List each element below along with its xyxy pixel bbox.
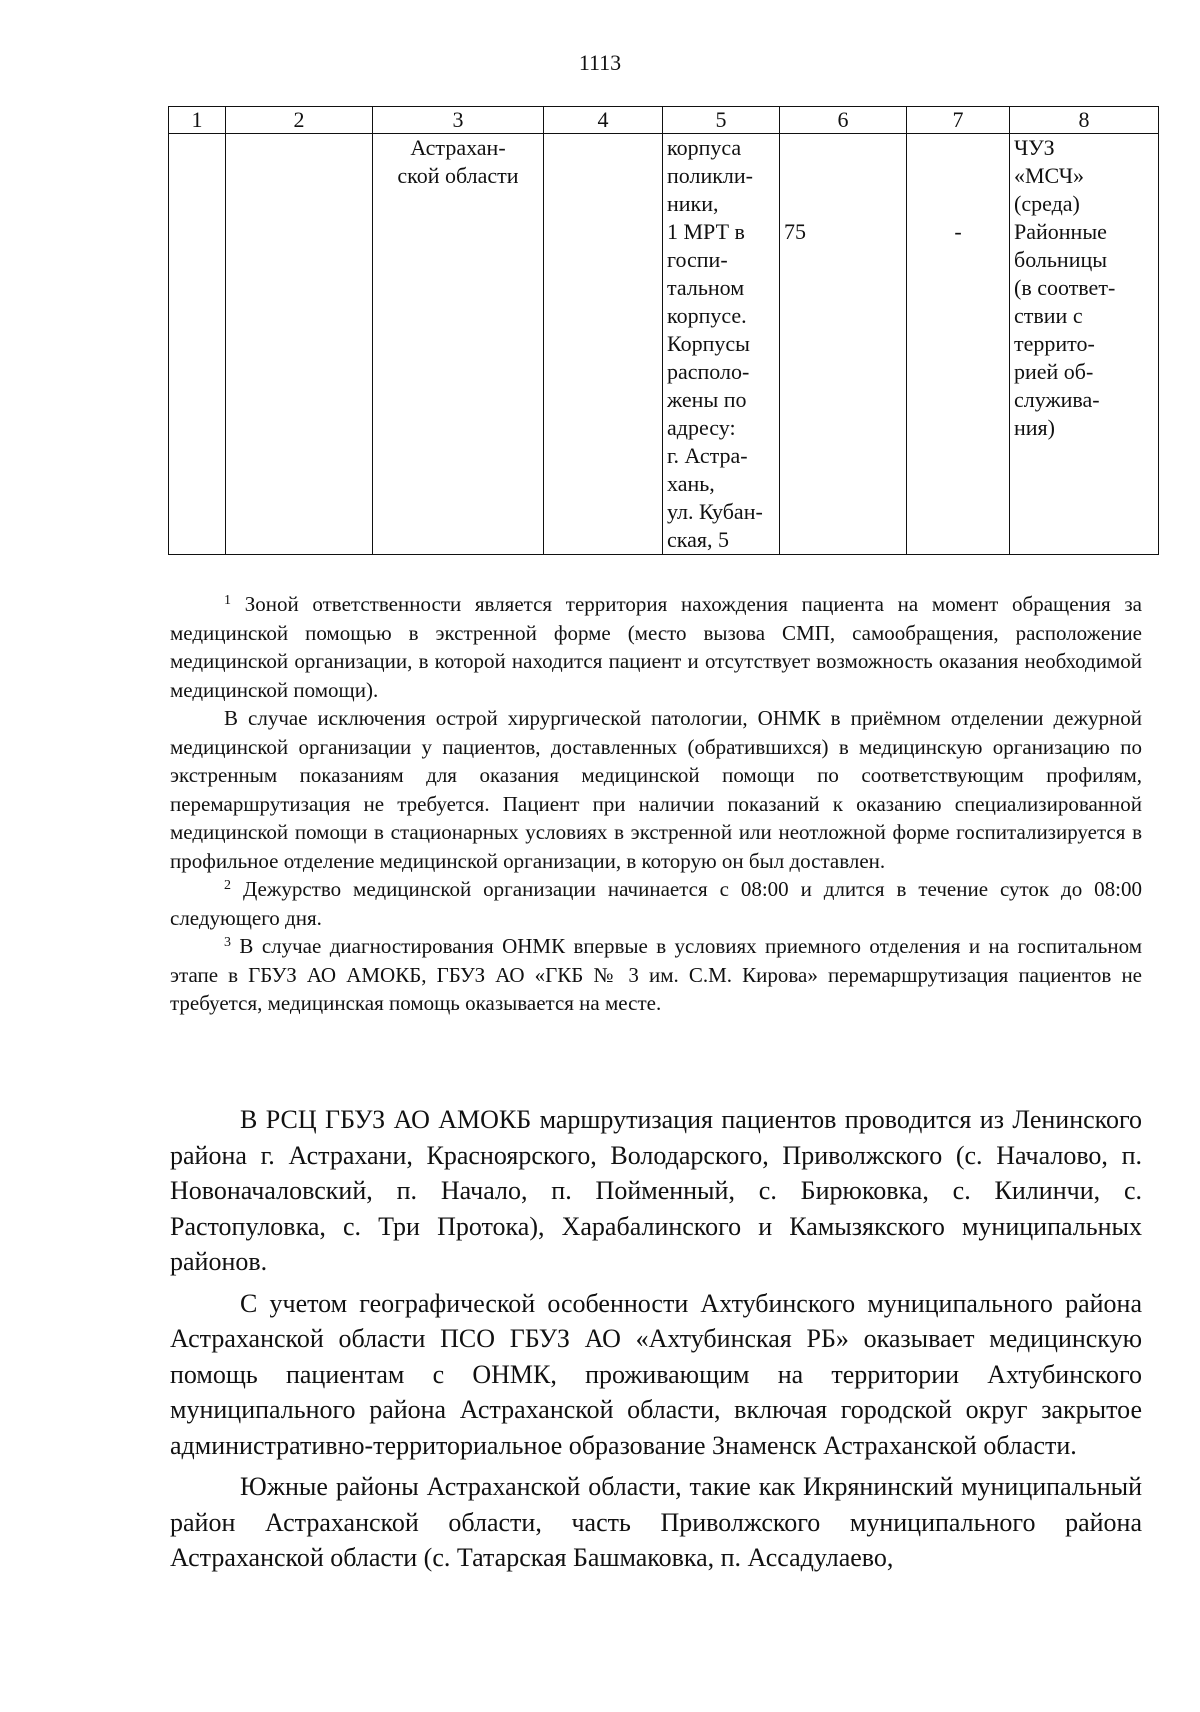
cell-dash: - — [907, 134, 1010, 555]
header-col-3: 3 — [373, 107, 544, 134]
footnote-mark: 2 — [224, 878, 231, 893]
page-number: 1113 — [578, 50, 622, 75]
footnote-text: Зоной ответственности является территория нахождения пациента на момент обращения за медицинской помощью в экстренной форме (место вызова СМП, самообращения, расположение медицинской организации, в которой находится пациент и отсутствует возможность оказания необходимой медицинской помощи). — [170, 592, 1142, 702]
cell-col-4 — [544, 134, 663, 555]
header-col-8: 8 — [1010, 107, 1159, 134]
cell-region: Астрахан- ской области — [373, 134, 544, 555]
cell-col-2 — [226, 134, 373, 555]
paragraph: С учетом географической особенности Ахтубинского муниципального района Астраханской области ПСО ГБУЗ АО «Ахтубинская РБ» оказывает медицинскую помощь пациентам с ОНМК, проживающим на территории Ахтубинского муниципального района Астраханской области, включая городской округ закрытое административно-территориальное образование Знаменск Астраханской области. — [170, 1288, 1142, 1460]
footnote-3 — [170, 932, 1142, 1018]
table-header-row — [169, 107, 1159, 134]
header-col-2: 2 — [226, 107, 373, 134]
footnote-mark: 3 — [224, 935, 231, 950]
header-col-6: 6 — [780, 107, 907, 134]
header-col-7: 7 — [907, 107, 1010, 134]
footnote-2 — [170, 875, 1142, 932]
body-text — [170, 1102, 1142, 1582]
footnote-1 — [170, 590, 1142, 704]
cell-equipment: корпуса поликли- ники, 1 МРТ в госпи- тальном корпусе. Корпусы располо- жены по адресу: г. Астра- хань, ул. Кубан- ская, 5 — [663, 134, 780, 555]
paragraph: Южные районы Астраханской области, такие как Икрянинский муниципальный район Астраханской области, часть Приволжского муниципального района Астраханской области (с. Татарская Башмаковка, п. Ассадулаево, — [170, 1472, 1142, 1572]
cell-col-1 — [169, 134, 226, 555]
cell-count: 75 — [780, 134, 907, 555]
footnote-text: В случае исключения острой хирургической патологии, ОНМК в приёмном отделении дежурной медицинской организации у пациентов, доставленных (обратившихся) в медицинскую организацию по экстренным показаниям для оказания медицинской помощи по соответствующим профилям, перемаршрутизация не требуется. Пациент при наличии показаний к оказанию специализированной медицинской помощи в стационарных условиях в экстренной или неотложной форме госпитализируется в профильное отделение медицинской организации, в которую он был доставлен. — [170, 706, 1142, 873]
header-col-5: 5 — [663, 107, 780, 134]
routing-table — [168, 106, 1159, 555]
footnote-1-continued — [170, 704, 1142, 875]
paragraph: В РСЦ ГБУЗ АО АМОКБ маршрутизация пациентов проводится из Ленинского района г. Астрахани, Красноярского, Володарского, Приволжского (с. Началово, п. Новоначаловский, п. Начало, п. Пойменный, с. Бирюковка, с. Килинчи, с. Растопуловка, с. Три Протока), Харабалинского и Камызякского муниципальных районов. — [170, 1105, 1142, 1276]
cell-hospitals: ЧУЗ «МСЧ» (среда) Районные больницы (в соответ- ствии с террито- рией об- служива- ния) — [1010, 134, 1159, 555]
footnote-mark: 1 — [224, 593, 231, 608]
header-col-4: 4 — [544, 107, 663, 134]
footnotes — [170, 590, 1142, 1018]
header-col-1: 1 — [169, 107, 226, 134]
footnote-text: Дежурство медицинской организации начинается с 08:00 и длится в течение суток до 08:00 следующего дня. — [170, 877, 1142, 930]
footnote-text: В случае диагностирования ОНМК впервые в условиях приемного отделения и на госпитальном этапе в ГБУЗ АО АМОКБ, ГБУЗ АО «ГКБ № 3 им. С.М. Кирова» перемаршрутизация пациентов не требуется, медицинская помощь оказывается на месте. — [170, 934, 1142, 1015]
table-row — [169, 134, 1159, 555]
